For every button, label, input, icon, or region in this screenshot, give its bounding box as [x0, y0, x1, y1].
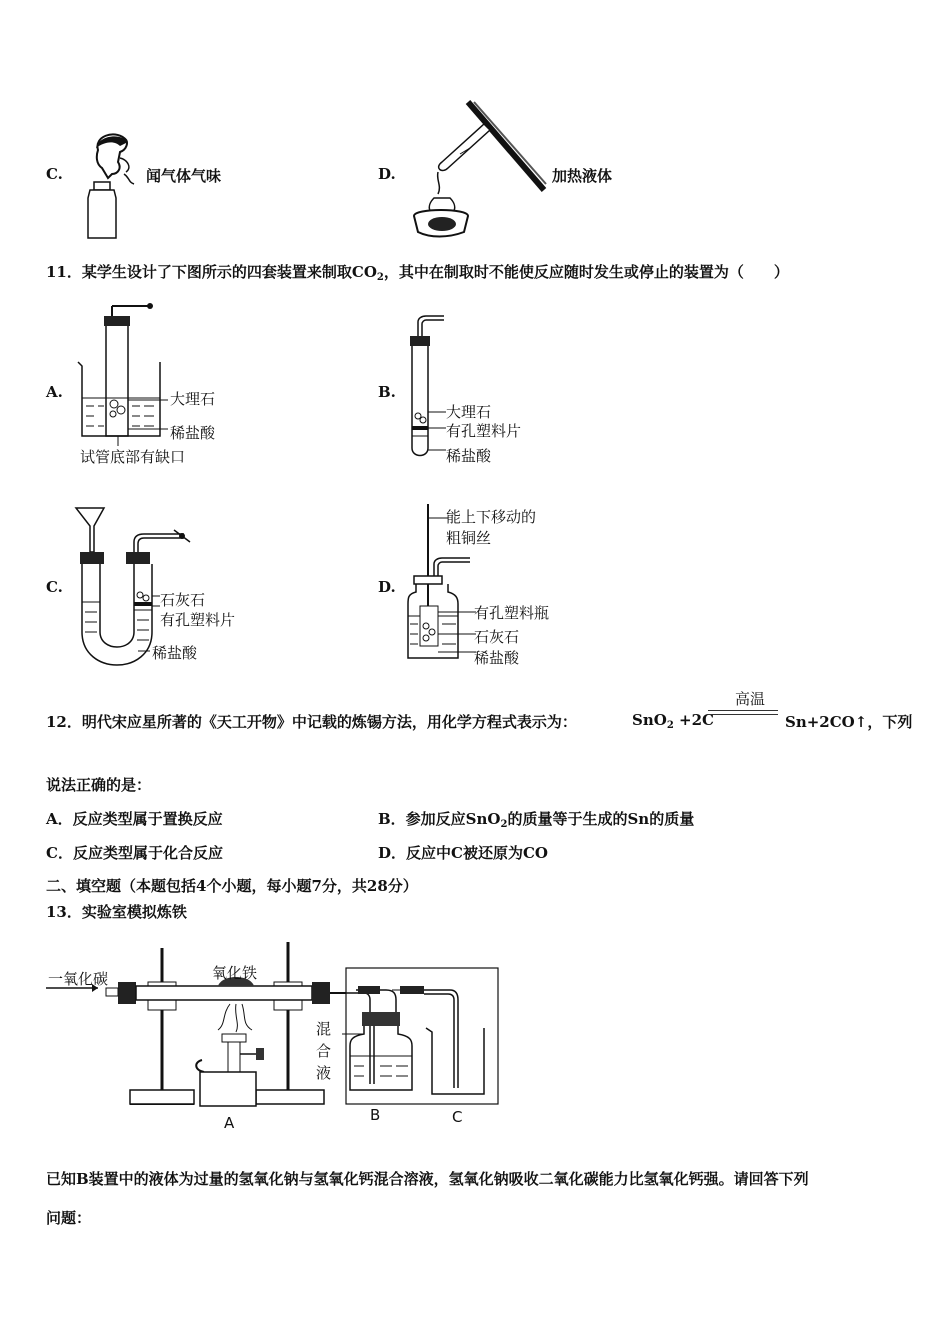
q13-stem: 13．实验室模拟炼铁 [46, 903, 187, 921]
q11-c-label-acid: 稀盐酸 [152, 644, 198, 662]
heat-liquid-illustration [408, 98, 548, 242]
q11-d-letter: D. [378, 578, 396, 596]
q11-d-label-wire-1: 能上下移动的 [446, 508, 537, 526]
q11-a-letter: A. [46, 383, 63, 401]
apparatus-a-drawing [74, 296, 168, 446]
q13-label-c: C [452, 1108, 463, 1126]
q12-equals-line-top [708, 710, 778, 711]
q11-d-label-wire-2: 粗铜丝 [446, 529, 492, 547]
apparatus-b-drawing [400, 312, 450, 462]
q12-equation-left: SnO$_2$ +2C [632, 711, 714, 731]
q11-c-label-plate: 有孔塑料片 [160, 611, 236, 629]
q11-c-label-limestone: 石灰石 [160, 591, 206, 609]
q12-equation-right: Sn+2CO↑，下列 [785, 713, 913, 731]
q13-label-mix-1: 混 [316, 1020, 332, 1038]
q12-option-c: C．反应类型属于化合反应 [46, 844, 223, 862]
q13-label-b: B [370, 1106, 381, 1124]
q13-paragraph-2: 问题： [46, 1209, 92, 1227]
smell-gas-illustration [80, 128, 142, 242]
q10-option-d-letter: D. [378, 165, 396, 183]
q11-a-label-notch: 试管底部有缺口 [80, 448, 186, 466]
q12-option-a: A．反应类型属于置换反应 [46, 810, 223, 828]
q13-label-iron-oxide: 氧化铁 [212, 964, 258, 982]
q11-d-label-limestone: 石灰石 [474, 628, 520, 646]
q12-equals-line-bottom [708, 714, 778, 715]
q10-option-c-letter: C. [46, 165, 63, 183]
q10-option-c-label: 闻气体气味 [146, 167, 222, 185]
section-2-heading: 二、填空题（本题包括4个小题，每小题7分，共28分） [46, 877, 418, 895]
q12-condition: 高温 [734, 690, 765, 708]
q11-b-label-acid: 稀盐酸 [446, 447, 492, 465]
q11-a-label-acid: 稀盐酸 [170, 424, 216, 442]
q11-a-label-marble: 大理石 [170, 390, 216, 408]
q13-label-co: 一氧化碳 [48, 970, 109, 988]
q13-paragraph-1: 已知B装置中的液体为过量的氢氧化钠与氢氧化钙混合溶液，氢氧化钠吸收二氧化碳能力比氢氧化钙强。请回答下列 [46, 1170, 809, 1188]
q11-d-label-acid: 稀盐酸 [474, 649, 520, 667]
q12-stem: 12．明代宋应星所著的《天工开物》中记载的炼锡方法，用化学方程式表示为： [46, 713, 577, 731]
q11-b-label-marble: 大理石 [446, 403, 492, 421]
q11-b-letter: B. [378, 383, 396, 401]
q12-stem-cont: 说法正确的是： [46, 776, 152, 794]
iron-smelting-apparatus [46, 938, 506, 1134]
q12-option-b: B．参加反应SnO$_2$的质量等于生成的Sn的质量 [378, 810, 695, 830]
q11-stem: 11．某学生设计了下图所示的四套装置来制取$CO_2$，其中在制取时不能使反应随时发生或停止的装置为（ ） [46, 263, 789, 283]
q13-label-a: A [224, 1114, 235, 1132]
q12-option-d: D．反应中C被还原为CO [378, 844, 548, 862]
q11-b-label-plate: 有孔塑料片 [446, 422, 522, 440]
q11-d-label-bottle: 有孔塑料瓶 [474, 604, 550, 622]
q11-c-letter: C. [46, 578, 63, 596]
q13-label-mix-3: 液 [316, 1064, 332, 1082]
q13-label-mix-2: 合 [316, 1042, 332, 1060]
q10-option-d-label: 加热液体 [552, 167, 613, 185]
